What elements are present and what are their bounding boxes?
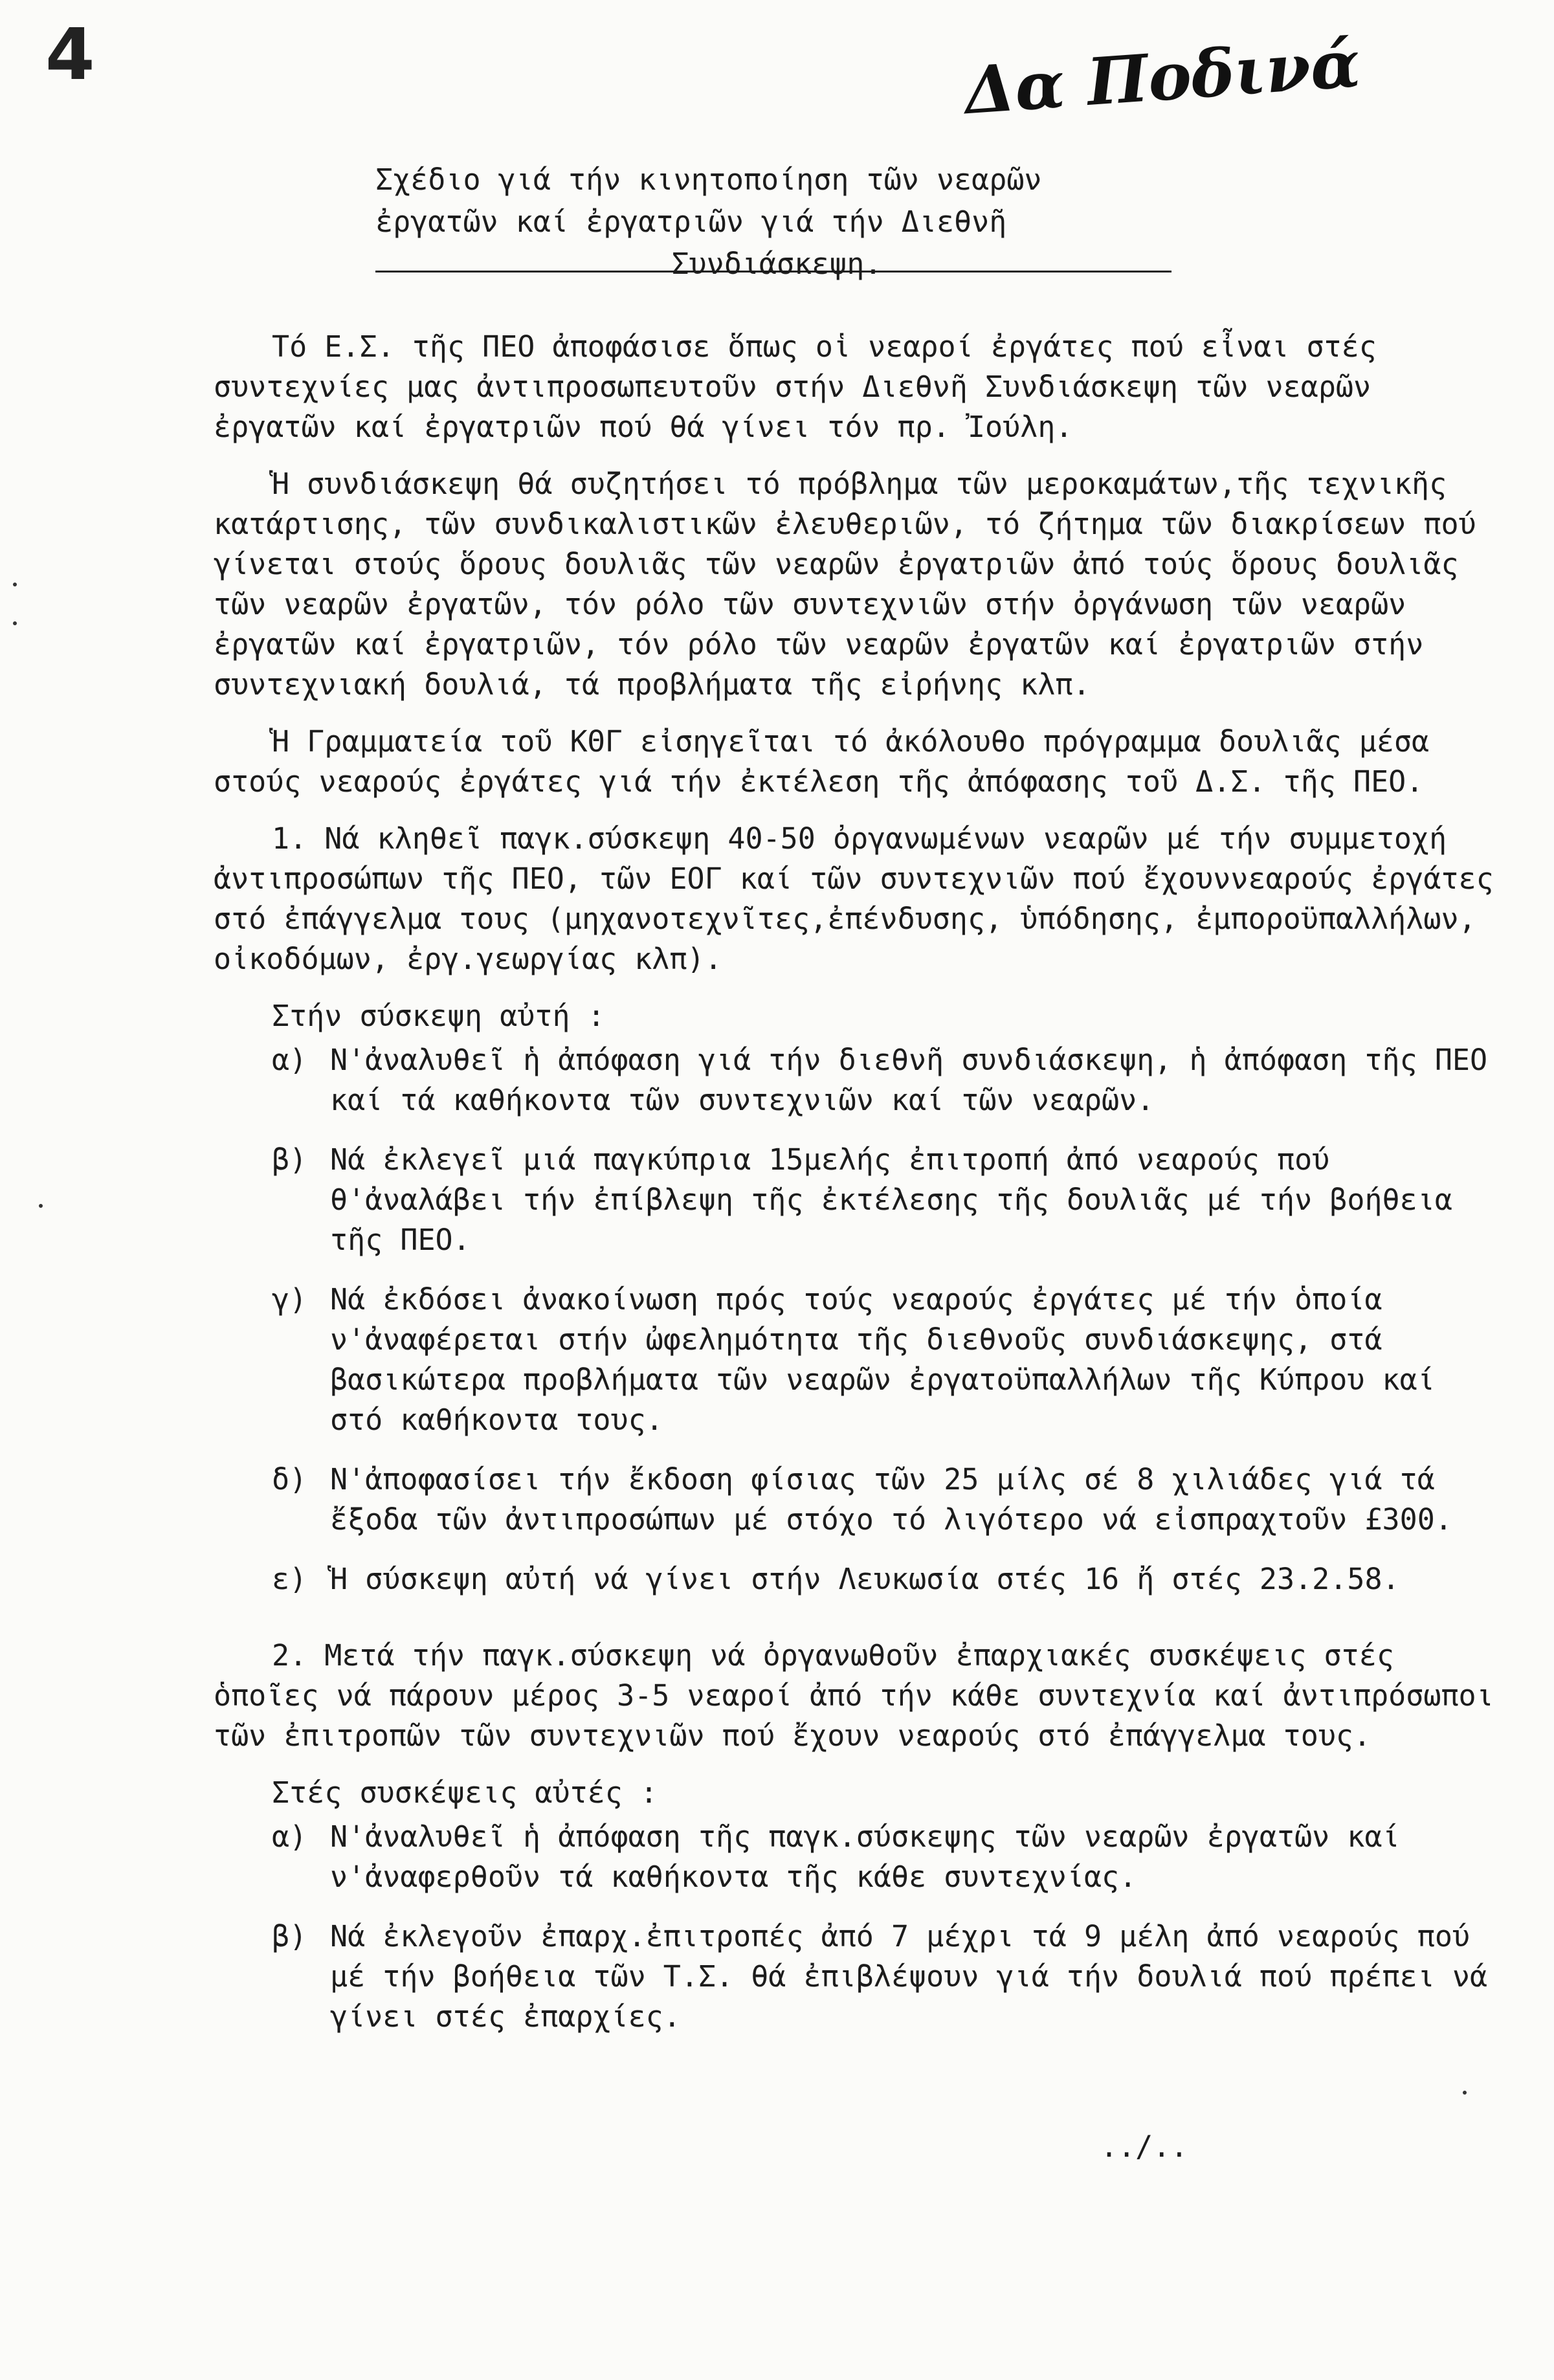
- sub-text: Ν'ἀναλυθεῖ ἡ ἀπόφαση γιά τήν διεθνῆ συνδιάσκεψη, ἡ ἀπόφαση τῆς ΠΕΟ καί τά καθήκοντα τῶν συντεχνιῶν καί τῶν νεαρῶν.: [330, 1043, 1488, 1117]
- continuation-mark: ../..: [1100, 2130, 1188, 2164]
- sub-label: δ): [272, 1462, 307, 1496]
- item-1-sub-c: [272, 1280, 1495, 1440]
- item-1-sub-d: [272, 1460, 1495, 1540]
- sub-label: β): [272, 1919, 307, 1953]
- paragraph-decision: Τό Ε.Σ. τῆς ΠΕΟ ἀποφάσισε ὅπως οἱ νεαροί ἐργάτες πού εἶναι στές συντεχνίες μας ἀντιπροσωπευτοῦν στήν Διεθνῆ Συνδιάσκεψη τῶν νεαρῶν ἐργατῶν καί ἐργατριῶν πού θά γίνει τόν πρ. Ἰούλη.: [214, 329, 1377, 444]
- item-2-intro: Στές συσκέψεις αὐτές :: [272, 1775, 658, 1810]
- scan-speck: [1463, 2091, 1467, 2095]
- scan-speck: [13, 583, 17, 586]
- scan-speck: [13, 621, 17, 625]
- title-line-1: Σχέδιο γιά τήν κινητοποίηση τῶν νεαρῶν: [375, 162, 1042, 197]
- sub-label: α): [272, 1043, 307, 1077]
- page-number: 4: [45, 13, 95, 96]
- sub-text: Ἡ σύσκεψη αὐτή νά γίνει στήν Λευκωσία στές 16 ἤ στές 23.2.58.: [330, 1562, 1400, 1596]
- scan-speck: [39, 1204, 43, 1208]
- title-line-3: Συνδιάσκεψη.: [671, 247, 882, 281]
- sub-label: ε): [272, 1562, 307, 1596]
- document-body: [214, 327, 1495, 2056]
- paragraph-secretariat-proposal: Ἡ Γραμματεία τοῦ ΚΘΓ εἰσηγεῖται τό ἀκόλουθο πρόγραμμα δουλιᾶς μέσα στούς νεαρούς ἐργάτες γιά τήν ἐκτέλεση τῆς ἀπόφασης τοῦ Δ.Σ. τῆς ΠΕΟ.: [214, 724, 1430, 799]
- title-underline: [375, 271, 1171, 272]
- title-line-2: ἐργατῶν καί ἐργατριῶν γιά τήν Διεθνῆ: [375, 205, 1007, 239]
- paragraph-conference-topics: Ἡ συνδιάσκεψη θά συζητήσει τό πρόβλημα τῶν μεροκαμάτων,τῆς τεχνικῆς κατάρτισης, τῶν συνδικαλιστικῶν ἐλευθεριῶν, τό ζήτημα τῶν διακρίσεων πού γίνεται στούς ὅρους δουλιᾶς τῶν νεαρῶν ἐργατριῶν ἀπό τούς ὅρους δουλιᾶς τῶν νεαρῶν ἐργατῶν, τόν ρόλο τῶν συντεχνιῶν στήν ὀργάνωση τῶν νεαρῶν ἐργατῶν καί ἐργατριῶν, τόν ρόλο τῶν νεαρῶν ἐργατῶν καί ἐργατριῶν στήν συντεχνιακή δουλιά, τά προβλήματα τῆς εἰρήνης κλπ.: [214, 467, 1476, 702]
- item-2-sub-a: [272, 1817, 1495, 1897]
- sub-text: Ν'ἀποφασίσει τήν ἔκδοση φίσιας τῶν 25 μίλς σέ 8 χιλιάδες γιά τά ἔξοδα τῶν ἀντιπροσώπων μέ στόχο τό λιγότερο νά εἰσπραχτοῦν £300.: [330, 1462, 1452, 1537]
- sub-label: γ): [272, 1282, 307, 1317]
- sub-text: Νά ἐκδόσει ἀνακοίνωση πρός τούς νεαρούς ἐργάτες μέ τήν ὁποία ν'ἀναφέρεται στήν ὠφελημότητα τῆς διεθνοῦς συνδιάσκεψης, στά βασικώτερα προβλήματα τῶν νεαρῶν ἐργατοϋπαλλήλων τῆς Κύπρου καί στό καθήκοντα τους.: [330, 1282, 1435, 1437]
- sub-label: α): [272, 1819, 307, 1854]
- sub-label: β): [272, 1142, 307, 1177]
- handwritten-annotation: Δα Ποδινά: [962, 25, 1363, 129]
- item-1-sub-a: [272, 1040, 1495, 1120]
- item-2-sub-b: [272, 1917, 1495, 2037]
- sub-text: Νά ἐκλεγοῦν ἐπαρχ.ἐπιτροπές ἀπό 7 μέχρι τά 9 μέλη ἀπό νεαρούς πού μέ τήν βοήθεια τῶν Τ.Σ. θά ἐπιβλέψουν γιά τήν δουλιά πού πρέπει νά γίνει στές ἐπαρχίες.: [330, 1919, 1488, 2034]
- item-1-intro: Στήν σύσκεψη αὐτή :: [272, 999, 605, 1033]
- sub-text: Ν'ἀναλυθεῖ ἡ ἀπόφαση τῆς παγκ.σύσκεψης τῶν νεαρῶν ἐργατῶν καί ν'ἀναφερθοῦν τά καθήκοντα τῆς κάθε συντεχνίας.: [330, 1819, 1400, 1894]
- item-2-text: 2. Μετά τήν παγκ.σύσκεψη νά ὀργανωθοῦν ἐπαρχιακές συσκέψεις στές ὁποῖες νά πάρουν μέρος 3-5 νεαροί ἀπό τήν κάθε συντεχνία καί ἀντιπρόσωποι τῶν ἐπιτροπῶν τῶν συντεχνιῶν πού ἔχουν νεαρούς στό ἐπάγγελμα τους.: [214, 1638, 1494, 1753]
- document-title: [375, 159, 1178, 285]
- item-1-text: 1. Νά κληθεῖ παγκ.σύσκεψη 40-50 ὀργανωμένων νεαρῶν μέ τήν συμμετοχή ἀντιπροσώπων τῆς ΠΕΟ, τῶν ΕΟΓ καί τῶν συντεχνιῶν πού ἔχουννεαρούς ἐργάτες στό ἐπάγγελμα τους (μηχανοτεχνῖτες,ἐπένδυσης, ὑπόδησης, ἐμποροϋπαλλήλων, οἰκοδόμων, ἐργ.γεωργίας κλπ).: [214, 821, 1494, 976]
- item-1-sub-b: [272, 1140, 1495, 1260]
- item-1-sub-e: [272, 1559, 1495, 1599]
- sub-text: Νά ἐκλεγεῖ μιά παγκύπρια 15μελής ἐπιτροπή ἀπό νεαρούς πού θ'ἀναλάβει τήν ἐπίβλεψη τῆς ἐκτέλεσης τῆς δουλιᾶς μέ τήν βοήθεια τῆς ΠΕΟ.: [330, 1142, 1452, 1257]
